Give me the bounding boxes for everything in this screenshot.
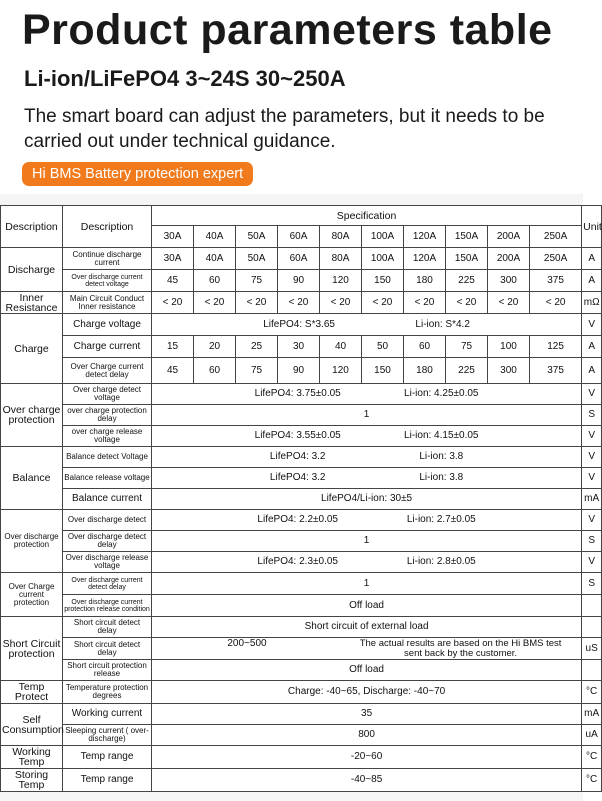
li-ion-value: Li-ion: 2.8±0.05 — [406, 556, 476, 567]
cell: 1 — [152, 531, 582, 552]
cell: < 20 — [194, 292, 236, 314]
table-row — [1, 769, 602, 792]
unit-cell: A — [582, 248, 602, 270]
lifepo4-value: LifePO4: 2.2±0.05 — [257, 514, 338, 525]
cell: < 20 — [278, 292, 320, 314]
row-label: Short circuit detect delay — [63, 617, 152, 638]
cell: < 20 — [236, 292, 278, 314]
table-row — [1, 248, 602, 270]
row-label: Continue discharge current — [63, 248, 152, 270]
unit-cell — [582, 595, 602, 617]
cell: 200A — [488, 248, 530, 270]
li-ion-value: Li-ion: 4.25±0.05 — [404, 388, 479, 399]
unit-cell: A — [582, 270, 602, 292]
cell: 45 — [152, 358, 194, 384]
row-label: Working current — [63, 704, 152, 725]
cell: 80A — [320, 248, 362, 270]
cell: 75 — [446, 336, 488, 358]
lifepo4-value: LifePO4: 3.55±0.05 — [254, 430, 341, 441]
current-header: 60A — [278, 226, 320, 248]
cell: 35 — [152, 704, 582, 725]
current-header: 30A — [152, 226, 194, 248]
row-label: over charge protection delay — [63, 405, 152, 426]
cell: Charge: -40~65, Discharge: -40~70 — [152, 681, 582, 704]
group-label-short-circuit: Short Circuit protection — [1, 617, 63, 681]
cell: 90 — [278, 358, 320, 384]
lifepo4-value: LifePO4: 3.2 — [269, 472, 326, 483]
unit-cell — [582, 660, 602, 681]
row-label: Over discharge detect delay — [63, 531, 152, 552]
group-label-working-temp: Working Temp — [1, 746, 63, 769]
table-row — [1, 447, 602, 468]
cell: Off load — [152, 595, 582, 617]
cell: < 20 — [530, 292, 582, 314]
cell: < 20 — [362, 292, 404, 314]
unit-cell: S — [582, 531, 602, 552]
cell: 15 — [152, 336, 194, 358]
delay-note: The actual results are based on the Hi BMS test sent back by the customer. — [359, 637, 562, 659]
cell: 40 — [320, 336, 362, 358]
cell: LifePO4/Li-ion: 30±5 — [152, 489, 582, 510]
row-label: Over discharge release voltage — [63, 552, 152, 573]
li-ion-value: Li-ion: 3.8 — [419, 472, 464, 483]
li-ion-value: Li-ion: 3.8 — [419, 451, 464, 462]
current-header: 50A — [236, 226, 278, 248]
cell: 120 — [320, 270, 362, 292]
cell: -20~60 — [152, 746, 582, 769]
group-label-storing-temp: Storing Temp — [1, 769, 63, 792]
group-label-temp-protect: Temp Protect — [1, 681, 63, 704]
cell — [152, 468, 582, 489]
cell: < 20 — [404, 292, 446, 314]
cell: 375 — [530, 270, 582, 292]
cell: -40~85 — [152, 769, 582, 792]
row-label: Balance detect Voltage — [63, 447, 152, 468]
li-ion-value: Li-ion: 2.7±0.05 — [406, 514, 476, 525]
unit-cell: V — [582, 314, 602, 336]
cell: 225 — [446, 358, 488, 384]
row-label: Sleeping current ( over-discharge) — [63, 725, 152, 746]
cell: < 20 — [152, 292, 194, 314]
unit-cell: °C — [582, 746, 602, 769]
row-label: Over Charge current detect delay — [63, 358, 152, 384]
table-row — [1, 725, 602, 746]
table-row — [1, 426, 602, 447]
unit-cell: uS — [582, 638, 602, 660]
table-row — [1, 336, 602, 358]
cell: 150 — [362, 270, 404, 292]
group-label-over-charge-current: Over Charge current protection — [1, 573, 63, 617]
row-label: Short circuit detect delay — [63, 638, 152, 660]
group-label-discharge: Discharge — [1, 248, 63, 292]
row-label: Balance current — [63, 489, 152, 510]
cell — [152, 510, 582, 531]
group-label-over-charge: Over charge protection — [1, 384, 63, 447]
cell: 45 — [152, 270, 194, 292]
table-row — [1, 489, 602, 510]
cell: 60A — [278, 248, 320, 270]
cell: 800 — [152, 725, 582, 746]
row-label: Over discharge current protection release condition — [63, 595, 152, 617]
table-row — [1, 531, 602, 552]
group-label-balance: Balance — [1, 447, 63, 510]
lifepo4-value: LifePO4: 2.3±0.05 — [257, 556, 338, 567]
current-header: 120A — [404, 226, 446, 248]
table-row — [1, 358, 602, 384]
row-label: Balance release voltage — [63, 468, 152, 489]
cell: 60 — [194, 270, 236, 292]
row-label: Charge current — [63, 336, 152, 358]
cell: 180 — [404, 358, 446, 384]
unit-cell: V — [582, 447, 602, 468]
current-header: 40A — [194, 226, 236, 248]
cell: 120 — [320, 358, 362, 384]
cell: Short circuit of external load — [152, 617, 582, 638]
table-row — [1, 704, 602, 725]
cell: 180 — [404, 270, 446, 292]
header-description-2: Description — [63, 206, 152, 248]
cell: 150 — [362, 358, 404, 384]
unit-cell: V — [582, 426, 602, 447]
table-row — [1, 746, 602, 769]
page-title: Product parameters table — [22, 6, 553, 54]
lifepo4-value: LifePO4: S*3.65 — [263, 318, 335, 330]
cell: < 20 — [320, 292, 362, 314]
table-row — [1, 573, 602, 595]
header-description-1: Description — [1, 206, 63, 248]
unit-cell: °C — [582, 769, 602, 792]
current-header: 80A — [320, 226, 362, 248]
unit-cell: °C — [582, 681, 602, 704]
unit-cell: S — [582, 405, 602, 426]
cell: 50 — [362, 336, 404, 358]
cell: 150A — [446, 248, 488, 270]
lifepo4-value: LifePO4: 3.75±0.05 — [254, 388, 341, 399]
page-description: The smart board can adjust the parameters, but it needs to be carried out under technical guidance. — [24, 106, 545, 152]
table-row — [1, 617, 602, 638]
row-label: Main Circuit Conduct Inner resistance — [63, 292, 152, 314]
cell: 125 — [530, 336, 582, 358]
table-row — [1, 552, 602, 573]
row-label: Over discharge detect — [63, 510, 152, 531]
row-label: over charge release voltage — [63, 426, 152, 447]
lifepo4-value: LifePO4: 3.2 — [269, 451, 326, 462]
group-label-inner-resistance: Inner Resistance — [1, 292, 63, 314]
delay-range-value: 200~500 — [227, 637, 267, 649]
unit-cell: mA — [582, 489, 602, 510]
cell — [152, 314, 582, 336]
li-ion-value: Li-ion: 4.15±0.05 — [404, 430, 479, 441]
cell: 40A — [194, 248, 236, 270]
current-header: 150A — [446, 226, 488, 248]
table-row — [1, 660, 602, 681]
cell: 20 — [194, 336, 236, 358]
cell: 300 — [488, 358, 530, 384]
cell: 30A — [152, 248, 194, 270]
current-header: 200A — [488, 226, 530, 248]
table-row — [1, 638, 602, 660]
cell — [152, 384, 582, 405]
cell: 300 — [488, 270, 530, 292]
unit-cell: mΩ — [582, 292, 602, 314]
header-unit: Unit — [582, 206, 602, 248]
cell: 90 — [278, 270, 320, 292]
cell: 75 — [236, 358, 278, 384]
table-row — [1, 206, 602, 226]
group-label-self-consumption: Self Consumption — [1, 704, 63, 746]
page-subtitle: Li-ion/LiFePO4 3~24S 30~250A — [24, 66, 346, 91]
table-row — [1, 270, 602, 292]
cell — [152, 426, 582, 447]
unit-cell: A — [582, 336, 602, 358]
cell: 60 — [194, 358, 236, 384]
cell: Off load — [152, 660, 582, 681]
cell: < 20 — [488, 292, 530, 314]
cell: < 20 — [446, 292, 488, 314]
unit-cell: A — [582, 358, 602, 384]
cell: 120A — [404, 248, 446, 270]
li-ion-value: Li-ion: S*4.2 — [415, 318, 470, 330]
cell: 1 — [152, 573, 582, 595]
cell: 100A — [362, 248, 404, 270]
table-row — [1, 595, 602, 617]
unit-cell: uA — [582, 725, 602, 746]
row-label: Temp range — [63, 769, 152, 792]
header-specification: Specification — [152, 206, 582, 226]
cell: 1 — [152, 405, 582, 426]
cell — [152, 447, 582, 468]
table-row — [1, 510, 602, 531]
cell: 30 — [278, 336, 320, 358]
row-label: Charge voltage — [63, 314, 152, 336]
current-header: 100A — [362, 226, 404, 248]
unit-cell: mA — [582, 704, 602, 725]
group-label-charge: Charge — [1, 314, 63, 384]
row-label: Over discharge current detect voltage — [63, 270, 152, 292]
cell: 75 — [236, 270, 278, 292]
row-label: Temp range — [63, 746, 152, 769]
table-row — [1, 314, 602, 336]
unit-cell: V — [582, 510, 602, 531]
brand-badge: Hi BMS Battery protection expert — [22, 162, 253, 186]
unit-cell: V — [582, 384, 602, 405]
row-label: Over discharge current detect delay — [63, 573, 152, 595]
row-label: Over charge detect voltage — [63, 384, 152, 405]
unit-cell — [582, 617, 602, 638]
cell: 375 — [530, 358, 582, 384]
table-row — [1, 468, 602, 489]
cell: 25 — [236, 336, 278, 358]
group-label-over-discharge: Over discharge protection — [1, 510, 63, 573]
table-row — [1, 681, 602, 704]
parameters-table — [0, 205, 602, 792]
table-row — [1, 384, 602, 405]
cell — [152, 638, 582, 660]
cell: 60 — [404, 336, 446, 358]
table-row — [1, 292, 602, 314]
cell — [152, 552, 582, 573]
unit-cell: V — [582, 468, 602, 489]
table-row — [1, 405, 602, 426]
cell: 225 — [446, 270, 488, 292]
row-label: Temperature protection degrees — [63, 681, 152, 704]
cell: 250A — [530, 248, 582, 270]
row-label: Short circuit protection release — [63, 660, 152, 681]
current-header: 250A — [530, 226, 582, 248]
unit-cell: S — [582, 573, 602, 595]
cell: 100 — [488, 336, 530, 358]
unit-cell: V — [582, 552, 602, 573]
cell: 50A — [236, 248, 278, 270]
